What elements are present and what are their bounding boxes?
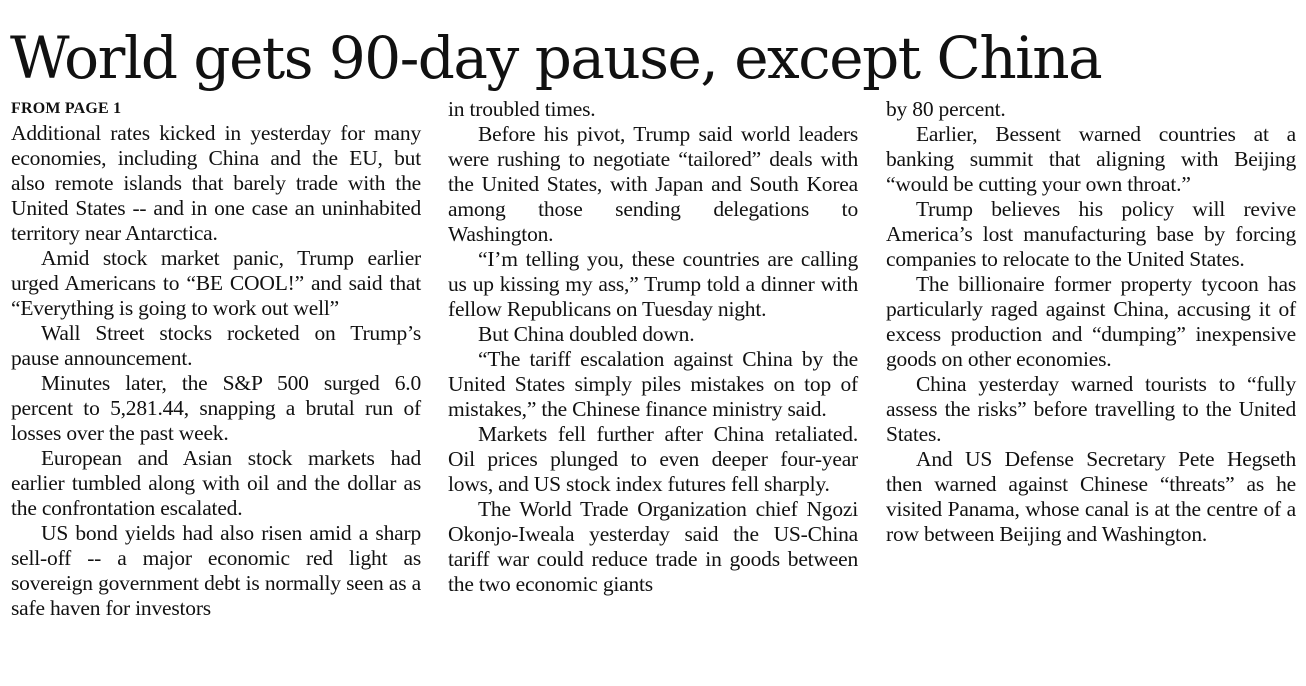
paragraph: by 80 percent. — [886, 97, 1006, 121]
paragraph: And US Defense Secretary Pete Hegseth then warned against Chinese “threats” as he visited Panama, whose canal is at the centre of a row between Beijing and Washington. — [886, 447, 1296, 546]
paragraph: Markets fell further after China retaliated. Oil prices plunged to even deeper four-year lows, and US stock index futures fell sharply. — [448, 422, 858, 496]
column-1 — [11, 97, 421, 621]
headline: World gets 90-day pause, except China — [10, 24, 1102, 92]
paragraph: US bond yields had also risen amid a sharp sell-off -- a major economic red light as sovereign government debt is normally seen as a safe haven for investors — [11, 521, 421, 620]
paragraph: The billionaire former property tycoon has particularly raged against China, accusing it of excess production and “dumping” inexpensive goods on other economies. — [886, 272, 1296, 371]
paragraph: But China doubled down. — [478, 322, 695, 346]
paragraph: China yesterday warned tourists to “fully assess the risks” before travelling to the United States. — [886, 372, 1296, 446]
column-2 — [448, 97, 858, 597]
paragraph: The World Trade Organization chief Ngozi Okonjo-Iweala yesterday said the US-China tariff war could reduce trade in goods between the two economic giants — [448, 497, 858, 596]
paragraph: Amid stock market panic, Trump earlier urged Americans to “BE COOL!” and said that “Everything is going to work out well” — [11, 246, 421, 320]
paragraph: Trump believes his policy will revive America’s lost manufacturing base by forcing companies to relocate to the United States. — [886, 197, 1296, 271]
paragraph: Before his pivot, Trump said world leaders were rushing to negotiate “tailored” deals with the United States, with Japan and South Korea among those sending delegations to Washington. — [448, 122, 858, 246]
column-3 — [886, 97, 1296, 547]
paragraph: European and Asian stock markets had earlier tumbled along with oil and the dollar as the confrontation escalated. — [11, 446, 421, 520]
paragraph: Wall Street stocks rocketed on Trump’s pause announcement. — [11, 321, 421, 370]
paragraph: “The tariff escalation against China by the United States simply piles mistakes on top of mistakes,” the Chinese finance ministry said. — [448, 347, 858, 421]
continuation-kicker: FROM PAGE 1 — [11, 100, 122, 117]
paragraph: Earlier, Bessent warned countries at a banking summit that aligning with Beijing “would be cutting your own throat.” — [886, 122, 1296, 196]
paragraph: “I’m telling you, these countries are calling us up kissing my ass,” Trump told a dinner with fellow Republicans on Tuesday night. — [448, 247, 858, 321]
paragraph: Additional rates kicked in yesterday for many economies, including China and the EU, but also remote islands that barely trade with the United States -- and in one case an uninhabited territory near Antarctica. — [11, 121, 421, 245]
paragraph: Minutes later, the S&P 500 surged 6.0 percent to 5,281.44, snapping a brutal run of losses over the past week. — [11, 371, 421, 445]
paragraph: in troubled times. — [448, 97, 596, 121]
